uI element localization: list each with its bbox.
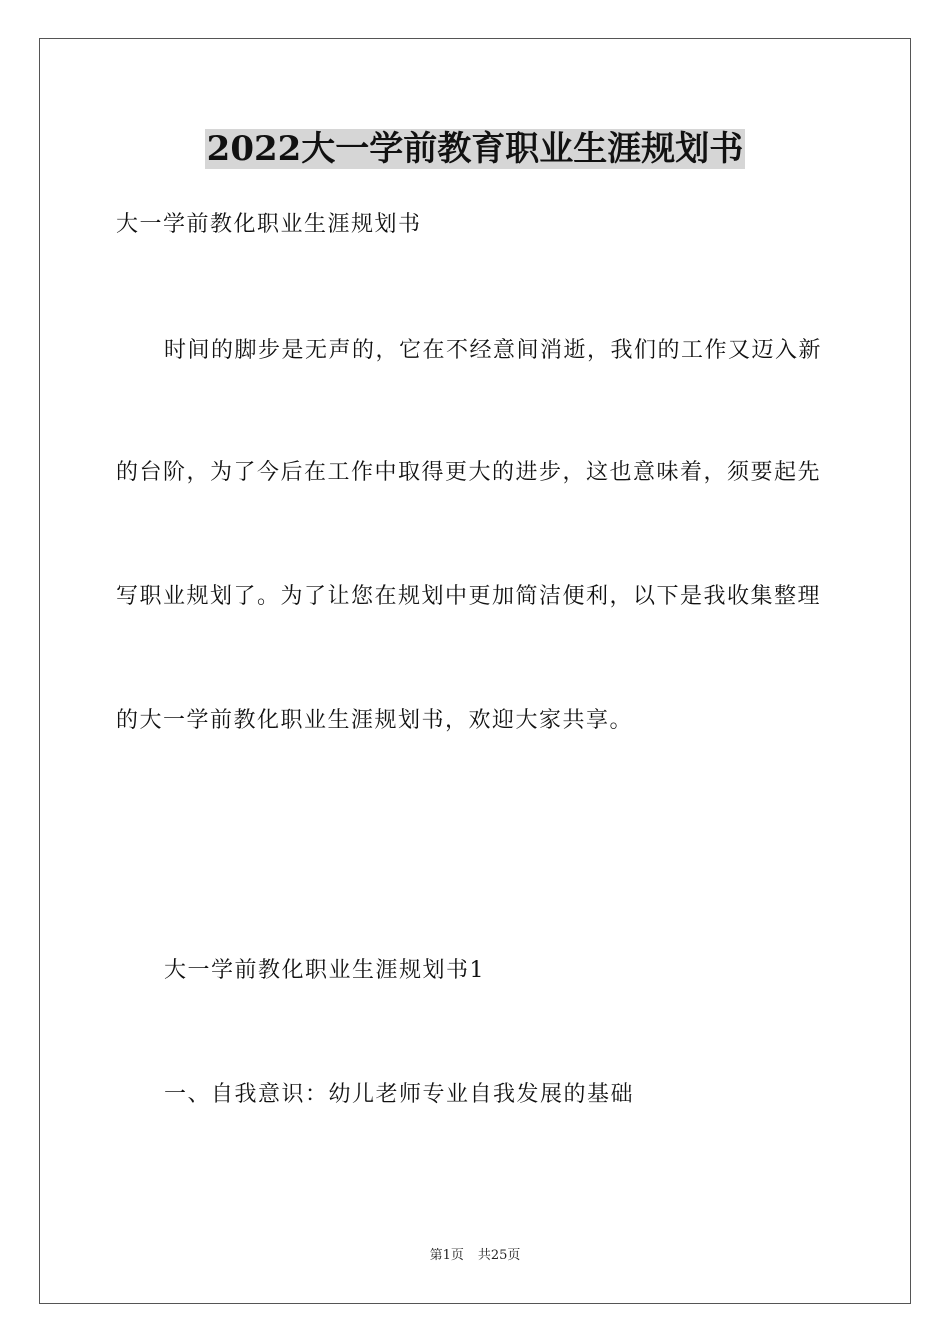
section-heading: 大一学前教化职业生涯规划书1 (164, 958, 485, 983)
paragraph-line-1: 时间的脚步是无声的，它在不经意间消逝，我们的工作又迈入新 (164, 338, 823, 363)
page-number-label: 第1页 (429, 1248, 464, 1263)
total-pages-label: 共25页 (477, 1248, 521, 1263)
subsection-heading: 一、自我意识：幼儿老师专业自我发展的基础 (164, 1082, 635, 1107)
document-subtitle: 大一学前教化职业生涯规划书 (116, 212, 422, 237)
paragraph-line-4: 的大一学前教化职业生涯规划书，欢迎大家共享。 (116, 708, 634, 733)
document-title (0, 125, 950, 173)
document-title-text: 2022大一学前教育职业生涯规划书 (206, 129, 744, 169)
page-footer (0, 1246, 950, 1266)
paragraph-line-3: 写职业规划了。为了让您在规划中更加简洁便利，以下是我收集整理 (116, 584, 822, 609)
paragraph-line-2: 的台阶，为了今后在工作中取得更大的进步，这也意味着，须要起先 (116, 460, 822, 485)
